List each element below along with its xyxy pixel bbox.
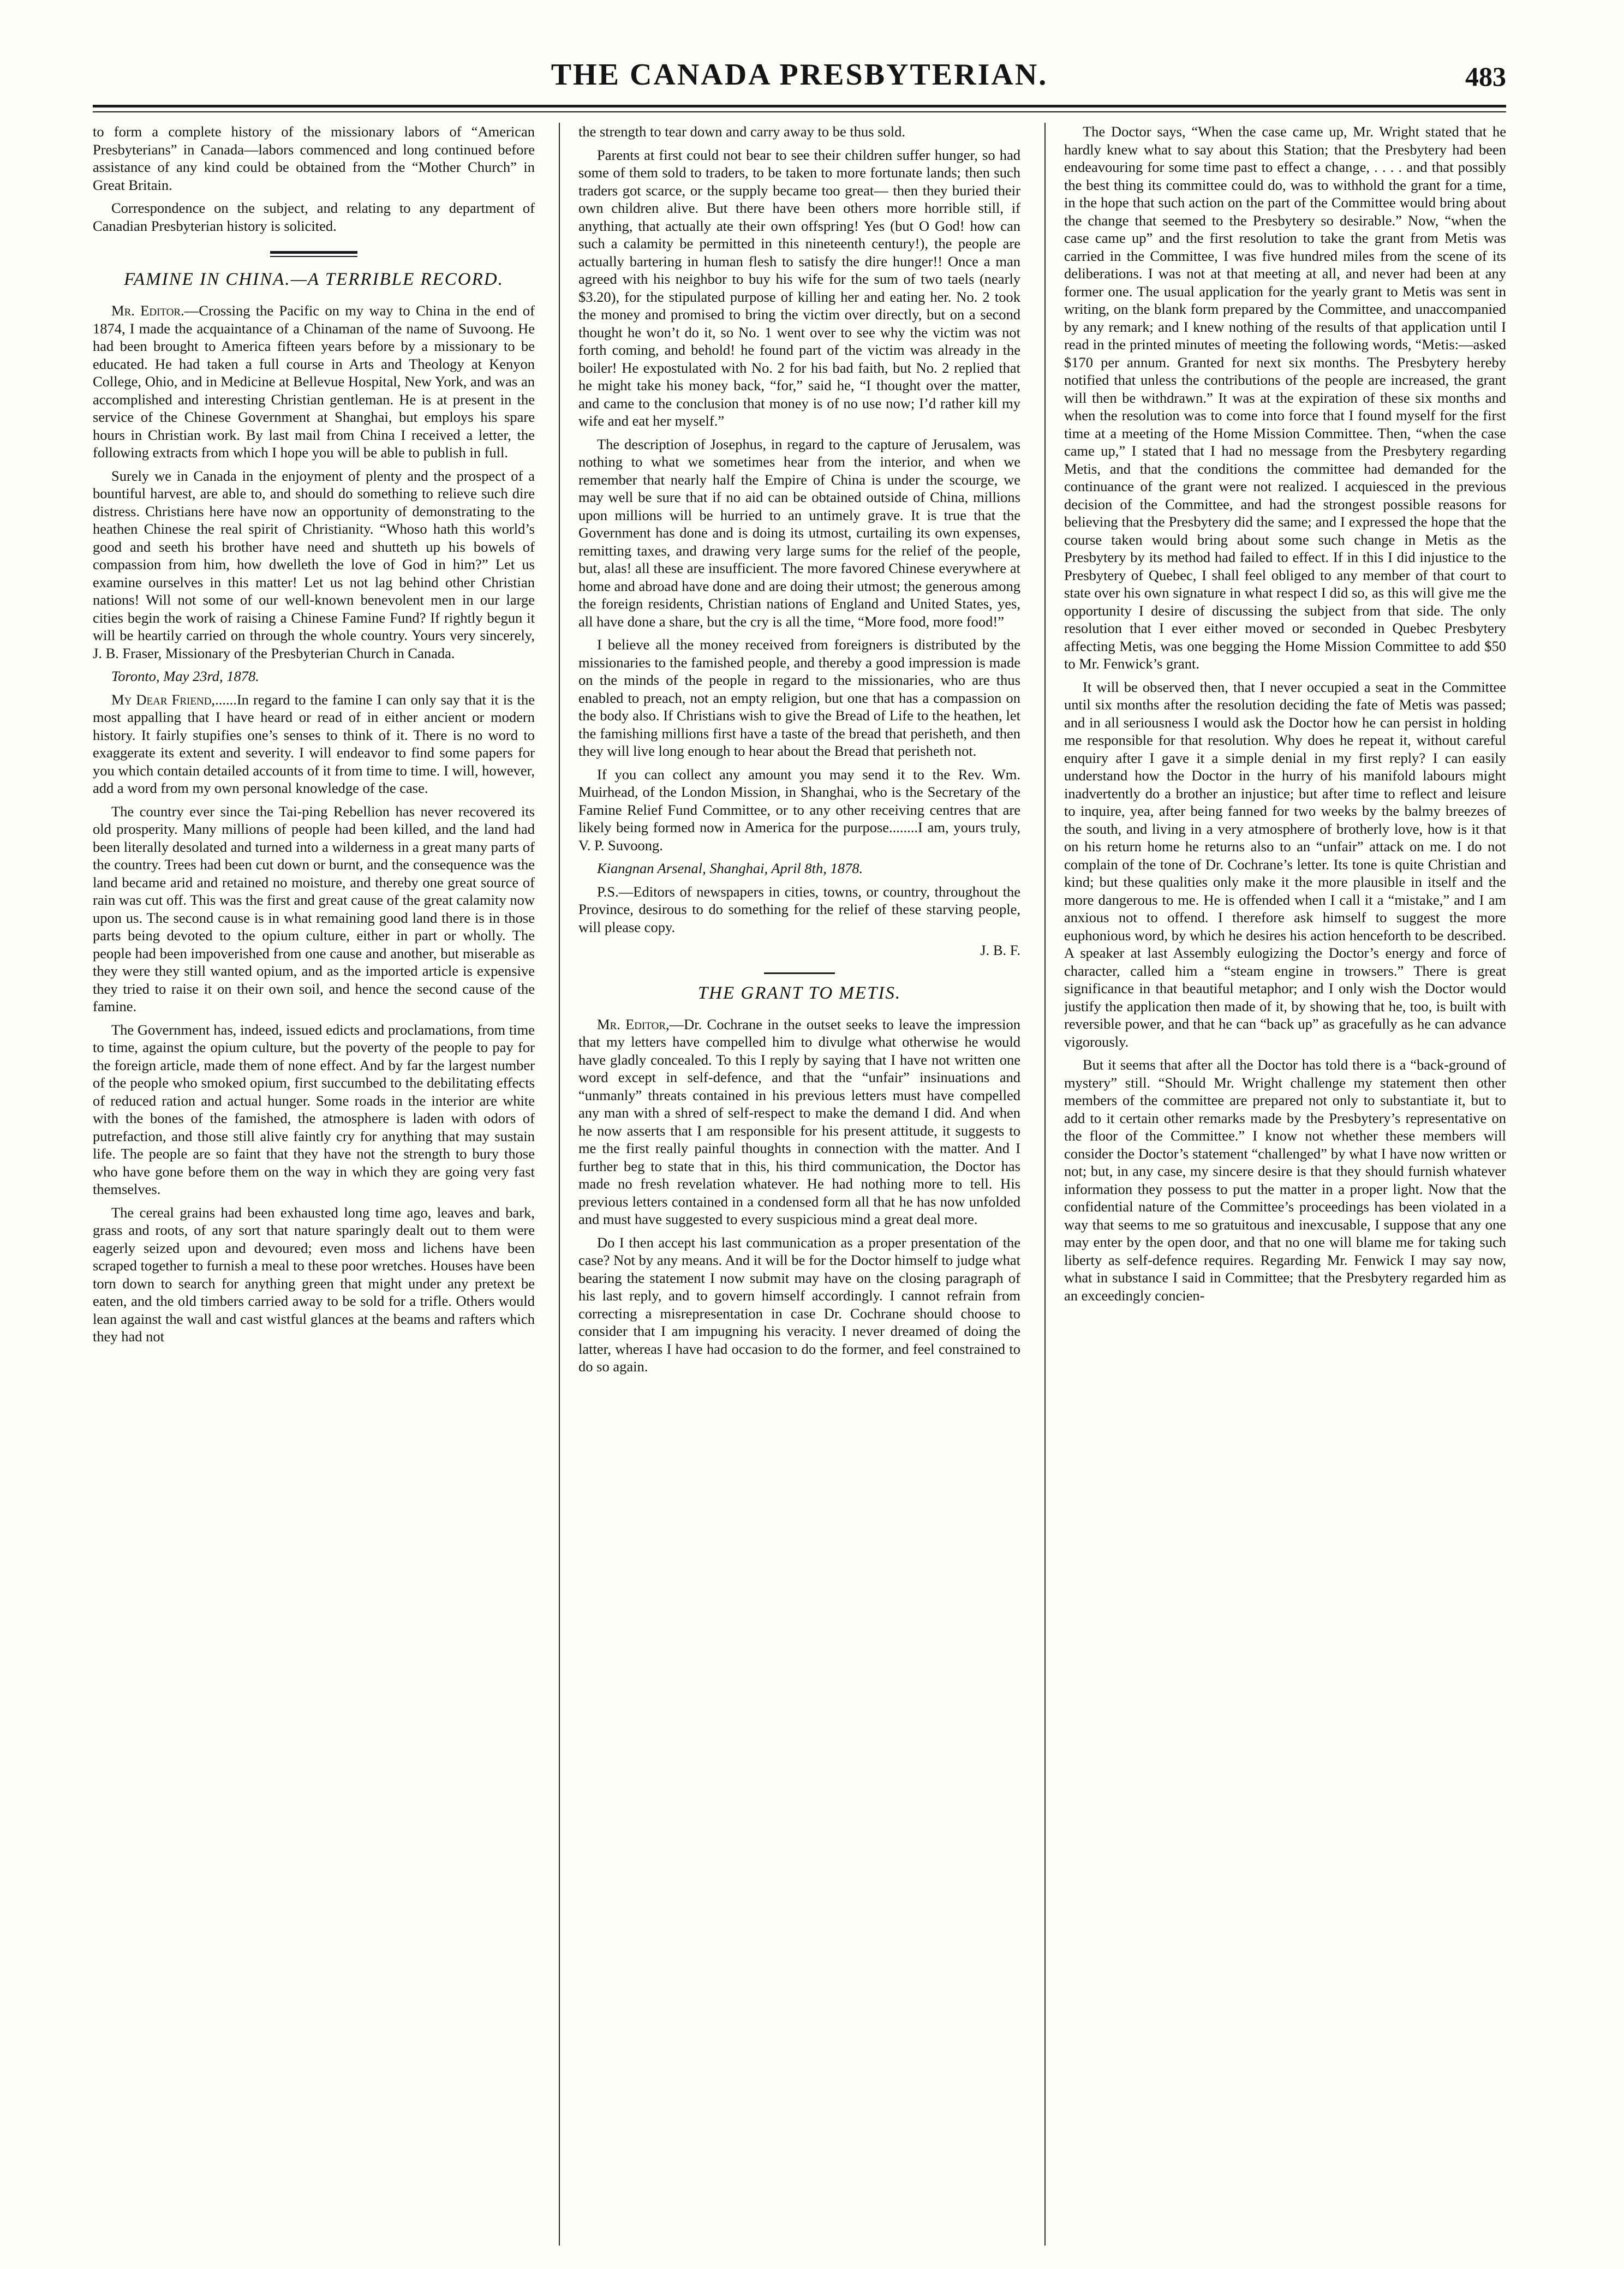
famine-paragraph	[93, 302, 535, 462]
grant-lead-in: Mr. Editor,	[597, 1016, 670, 1032]
letter-paragraph: The Government has, indeed, issued edicts and proclamations, from time to time, against the opium culture, but the poverty of the people to pay for the foreign article, made them of none effect. And by far the largest number of the people who smoked opium, first succumbed to the debilitating effects of reduced ration and actual hunger. Some roads in the interior are white with the bones of the famished, the atmosphere is laden with odors of putrefaction, and those still alive faintly cry for anything that may sustain life. The people are so faint that they have not the strength to bury those who have gone before them on the way in which they are going very fast themselves.	[93, 1021, 535, 1197]
letter-paragraph: If you can collect any amount you may send it to the Rev. Wm. Muirhead, of the London Mission, in Shanghai, who is the Secretary of the Famine Relief Fund Committee, or to any other receiving centres that are likely being formed now in America for the purpose........I am, yours truly, V. P. Suvoong.	[578, 766, 1020, 853]
famine-lead-in: Mr. Editor.	[111, 302, 184, 319]
running-head	[93, 57, 1506, 101]
header-rule-thin	[93, 111, 1506, 112]
column-1	[93, 123, 535, 2246]
correspondence-paragraph: Correspondence on the subject, and relating to any department of Canadian Presbyterian history is solicited.	[93, 200, 535, 234]
column-divider	[1044, 123, 1046, 2246]
grant-text: —Dr. Cochrane in the outset seeks to leave the impression that my letters have compelled him to divulge what otherwise he would have gladly concealed. To this I reply by saying that I have not written one word except in self-defence, and that the “unfair” insinuations and “unmanly” threats contained in his previous letters must have compelled any man with a shred of self-respect to make the demand I did. And when he now asserts that I am responsible for his present attitude, it suggests to me the first really painful thoughts in connection with the matter. And I further beg to state that in this, his third communication, the Doctor has made no fresh revelation whatever. He had nothing more to tell. His previous letters contained in a condensed form all that he has now unfolded and must have suggested to every suspicious mind a great deal more.	[578, 1016, 1020, 1227]
famine-text: —Crossing the Pacific on my way to China in the end of 1874, I made the acquaintance of a Chinaman of the name of Suvoong. He had been brought to America fifteen years before by a missionary to be educated. He had taken a full course in Arts and Theology at Kenyon College, Ohio, and in Medicine at Bellevue Hospital, New York, and was an accomplished and interesting Christian gentleman. He is at present in the service of the Chinese Government at Shanghai, but employs his spare hours in Christian work. By last mail from China I received a letter, the following extracts from which I hope you will be able to publish in full.	[93, 302, 535, 461]
fraser-dateline: Toronto, May 23rd, 1878.	[111, 668, 259, 684]
header-rule-thick	[93, 105, 1506, 108]
suvoong-dateline: Kiangnan Arsenal, Shanghai, April 8th, 1878.	[597, 860, 863, 876]
history-paragraph: to form a complete history of the missionary labors of “American Presbyterians” in Canada—labors commenced and long continued before assistance of any kind could be obtained from the “Mother Church” in Great Britain.	[93, 123, 535, 193]
letter-paragraph: The cereal grains had been exhausted long time ago, leaves and bark, grass and roots, of any sort that nature sparingly dealt out to them were eagerly seized upon and devoured; even moss and lichens have been scraped together to furnish a meal to these poor wretches. Houses have been torn down to search for anything green that might under any pretext be eaten, and the old timbers carried away to be sold for a trifle. Others would lean against the wall and cast wistful glances at the beams and rafters which they had not	[93, 1204, 535, 1345]
grant-paragraph: But it seems that after all the Doctor has told there is a “back-ground of mystery” still. “Should Mr. Wright challenge my statement then other members of the committee are prepared not only to substantiate it, but to add to it certain other remarks made by the Presbytery’s representative on the floor of the Committee.” I know not whether these members will consider the Doctor’s statement “challenged” by what I have now written or not; but, in any case, my sincere desire is that they should furnish whatever information they possess to put the matter in a proper light. Now that the confidential nature of the Committee’s proceedings has been violated in a way that seems to me so gratuitous and inexcusable, I suppose that any one may enter by the open door, and that no one will blame me for taking such liberty as self-defence requires. Regarding Mr. Fenwick I may say now, what in substance I said in Committee; that the Presbytery regarded him as an exceedingly concien-	[1064, 1056, 1506, 1304]
section-separator	[764, 972, 835, 974]
grant-paragraph: Do I then accept his last communication as a proper presentation of the case? Not by any means. And it will be for the Doctor himself to judge what bearing the statement I now submit may have on the closing paragraph of his last reply, and to govern himself accordingly. I cannot refrain from correcting a misrepresentation in case Dr. Cochrane should choose to consider that I am impugning his veracity. I never dreamed of doing the latter, whereas I have had occasion to do the former, and feel constrained to do so again.	[578, 1234, 1020, 1375]
letter-paragraph: I believe all the money received from foreigners is distributed by the missionaries to the famished people, and thereby a good impression is made on the minds of the people in regard to the missionaries, who are thus enabled to preach, not an empty religion, but one that has a compassion on the body also. If Christians wish to give the Bread of Life to the heathen, let the famishing millions first have a taste of the bread that perisheth, and then they will live long enough to hear about the Bread that perisheth not.	[578, 636, 1020, 759]
letter-paragraph: The country ever since the Tai-ping Rebellion has never recovered its old prosperity. Many millions of people had been killed, and the land had been literally desolated and turned into a wilderness in a great many parts of the country. Trees had been cut down or burnt, and the consequence was the land became arid and retained no moisture, and thereby one great source of rain was cut off. This was the first and great cause of the great calamity now upon us. The second cause is in what remaining good land there is in those parts being devoted to the opium culture, either in part or wholly. The people had been impoverished from one cause and another, but miserable as they were they still wanted opium, and as the imported article is expensive they tried to raise it on their own soil, and hence the second cause of the famine.	[93, 803, 535, 1014]
column-3	[1064, 123, 1506, 2246]
letter-paragraph	[93, 691, 535, 797]
page-number: 483	[1465, 61, 1506, 92]
section-separator	[270, 251, 357, 258]
grant-paragraph: The Doctor says, “When the case came up, Mr. Wright stated that he hardly knew what to say about this Station; that the Presbytery had been endeavouring for some time past to effect a change, . . . . and that possibly the best thing its committee could do, was to withhold the grant for a time, in the hope that such action on the part of the Committee would bring about the change that seemed to the Presbytery so desirable.” Now, “when the case came up” and the first resolution to take the grant from Metis was carried in the Committee, I was five hundred miles from the scene of its deliberations. I was not at that meeting at all, and never had been at any former one. The usual application for the yearly grant to Metis was sent in writing, on the blank form prepared by the Committee, and unaccompanied by any remark; and I knew nothing of the results of that application until I read in the printed minutes of meeting the following words, “Metis:—asked $170 per annum. Granted for next six months. The Presbytery hereby notified that unless the contributions of the people are increased, the grant will then be withdrawn.” It was at the expiration of these six months and when the resolution was to come into force that I found myself for the first time at a meeting of the Home Mission Committee. Then, “when the case came up,” I stated that I had no message from the Presbytery regarding Metis, and that the conditions the committee had demanded for the continuance of the grant were not realized. I acquiesced in the previous decision of the Committee, and had the strongest possible reasons for believing that the Presbytery did the same; and I expressed the hope that the course taken would bring about some such change in Metis as the Presbytery by its method had failed to effect. If in this I did injustice to the Presbytery of Quebec, I shall feel obliged to any member of that court to state over his own signature in what respect I did so, as this will give me the opportunity I desire of discussing the subject from that side. The only resolution that I ever either moved or seconded in Quebec Presbytery affecting Metis, was one begging the Home Mission Committee to add $50 to Mr. Fenwick’s grant.	[1064, 123, 1506, 672]
letter-text: ......In regard to the famine I can only say that it is the most appalling that I have heard or read of in either ancient or modern history. It fairly stupifies one’s senses to think of it. There is no word to exaggerate its extent and severity. I will endeavor to find some papers for you which contain detailed accounts of it from time to time. I will, however, add a word from my own personal knowledge of the case.	[93, 691, 535, 796]
column-2	[578, 123, 1020, 2246]
grant-article-heading: THE GRANT TO METIS.	[697, 983, 901, 1003]
famine-article-heading: FAMINE IN CHINA.—A TERRIBLE RECORD.	[124, 270, 504, 289]
postscript: P.S.—Editors of newspapers in cities, towns, or country, throughout the Province, desirous to do something for the relief of these starving people, will please copy.	[578, 883, 1020, 935]
letter-paragraph: the strength to tear down and carry away to be thus sold.	[578, 123, 906, 140]
grant-paragraph	[578, 1016, 1020, 1228]
letter-paragraph: The description of Josephus, in regard to the capture of Jerusalem, was nothing to what we sometimes hear from the interior, and when we remember that nearly half the Empire of China is under the scourge, we may well be sure that if no aid can be obtained outside of China, millions upon millions will be hurried to an untimely grave. It is true that the Government has done and is doing its utmost, curtailing its own expenses, remitting taxes, and drawing very large sums for the relief of the people, but, alas! all these are insufficient. The more favored Chinese everywhere at home and abroad have done and are doing their utmost; the generous among the foreign residents, Christian nations of England and United States, yes, all have done a share, but the cry is all the time, “More food, more food!”	[578, 435, 1020, 630]
letter-paragraph: Parents at first could not bear to see their children suffer hunger, so had some of them sold to traders, to be taken to more fortunate lands; then such traders got scarce, or the supply became too great— then they buried their own children alive. But there have been others more horrible still, if anything, that actually ate their own offspring! Yes (but O God! how can such a calamity be permitted in this nineteenth century!), the people are actually bartering in human flesh to satisfy the dire hunger!! Once a man agreed with his neighbor to buy his wife for the sum of two taels (nearly $3.20), for the stipulated purpose of killing her and eating her. No. 2 took the money and promised to bring the victim over directly, but on a second thought he won’t do it, so No. 1 went over to see why the victim was not forth coming, and behold! he found part of the victim was already in the boiler! He expostulated with No. 2 for his bad faith, but No. 2 replied that he might take his money back, “for,” said he, “I thought over the matter, and came to the conclusion that money is of no use now; I’d rather kill my wife and eat her myself.”	[578, 146, 1020, 429]
column-divider	[559, 123, 560, 2246]
postscript-signature: J. B. F.	[980, 942, 1020, 958]
grant-paragraph: It will be observed then, that I never occupied a seat in the Committee until six months after the resolution deciding the fate of Metis was passed; and in all seriousness I would ask the Doctor how he can persist in holding me responsible for that resolution. Why does he repeat it, without careful enquiry after I gave it a simple denial in my first reply? I can easily understand how the Doctor in the hurry of his manifold labours might inadvertently do a brother an injustice; but after time to reflect and leisure to inquire, yea, after being fanned for two weeks by the balmy breezes of the south, and living in a very atmosphere of brotherly love, how is it that on his return home he returns also to an “unfair” attack on me. I do not complain of the tone of Dr. Cochrane’s letter. Its tone is quite Christian and kind; but these qualities only make it the more plausible in itself and the more dangerous to me. He is offended when I call it a “mistake,” and I am anxious not to offend. I therefore ask himself to suggest the more euphonious word, by which he desires his action henceforth to be described. A speaker at last Assembly eulogizing the Doctor’s energy and force of character, called him a “steam engine in trowsers.” There is great significance in that beautiful metaphor; and I only wish the Doctor would justify the application then made of it, by showing that he, too, is built with reversible power, and that he can “back up” as gracefully as he can advance vigorously.	[1064, 678, 1506, 1050]
masthead-title: THE CANADA PRESBYTERIAN.	[551, 58, 1048, 92]
letter-salutation: My Dear Friend,	[111, 691, 216, 708]
famine-paragraph: Surely we in Canada in the enjoyment of plenty and the prospect of a bountiful harvest, are able to, and should do something to relieve such dire distress. Christians here have now an opportunity of demonstrating to the heathen Chinese the real spirit of Christianity. “Whoso hath this world’s good and seeth his brother have need and shutteth up his bowels of compassion from him, how dwelleth the love of God in him?” Let us examine ourselves in this matter! Let us not lag behind other Christian nations! Will not some of our well-known benevolent men in our large cities begin the work of raising a Chinese Famine Fund? If rightly begun it will be heartily carried on through the whole country. Yours very sincerely, J. B. Fraser, Missionary of the Presbyterian Church in Canada.	[93, 467, 535, 661]
